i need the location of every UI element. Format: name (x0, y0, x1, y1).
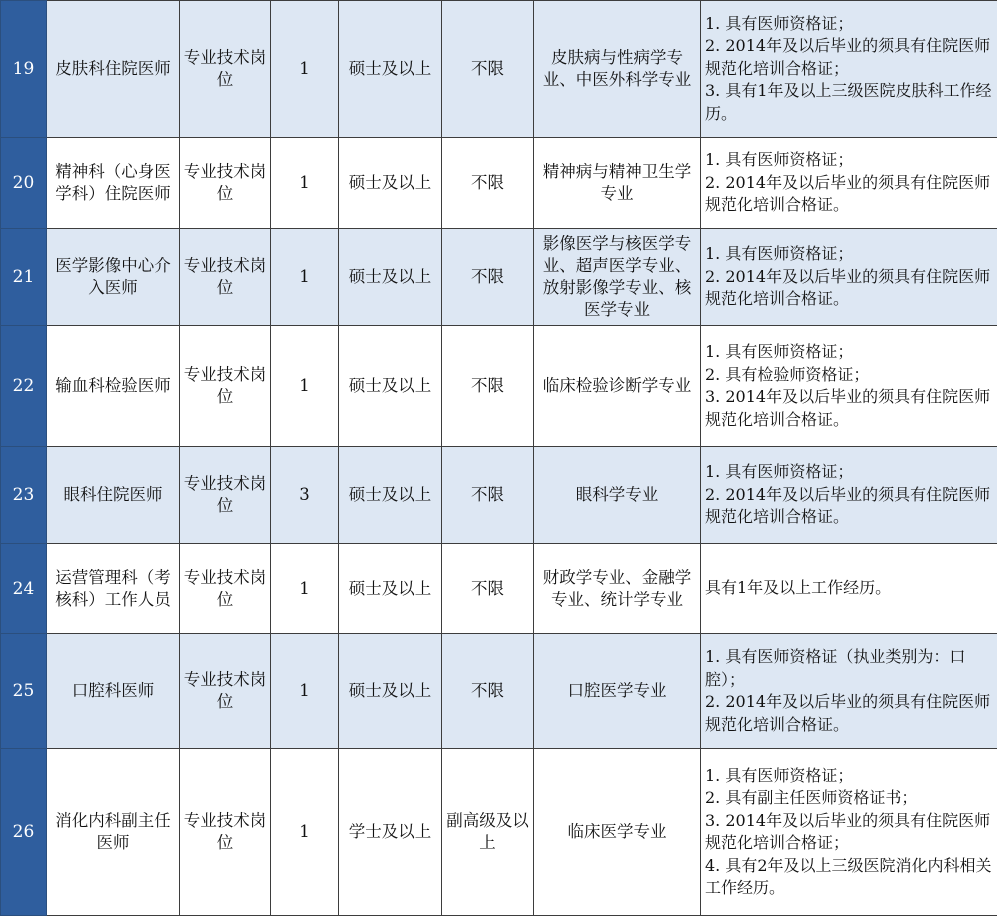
requirement-item: 1. 具有医师资格证； (705, 342, 854, 361)
position-name-cell: 输血科检验医师 (47, 326, 180, 447)
requirement-item: 1. 具有医师资格证； (705, 13, 854, 33)
position-name-cell: 眼科住院医师 (47, 447, 180, 544)
position-name-cell: 医学影像中心介入医师 (47, 229, 180, 326)
title-requirement-cell: 不限 (442, 229, 534, 326)
requirement-item: 2. 2014年及以后毕业的须具有住院医师规范化培训合格证。 (705, 266, 991, 309)
headcount-cell: 1 (271, 1, 339, 138)
table-row (1, 138, 997, 229)
title-requirement-cell: 不限 (442, 634, 534, 749)
requirements-cell (701, 326, 997, 447)
requirement-item: 2. 2014年及以后毕业的须具有住院医师规范化培训合格证。 (705, 172, 991, 215)
major-cell: 口腔医学专业 (534, 634, 701, 749)
requirements-cell (701, 544, 997, 634)
requirements-cell (701, 1, 997, 138)
position-name-cell: 皮肤科住院医师 (47, 1, 180, 138)
headcount-cell: 3 (271, 447, 339, 544)
major-cell: 财政学专业、金融学专业、统计学专业 (534, 544, 701, 634)
requirement-item: 2. 2014年及以后毕业的须具有住院医师规范化培训合格证。 (705, 692, 991, 734)
table-body (1, 1, 997, 916)
requirement-item: 1. 具有医师资格证； (705, 244, 854, 264)
position-type-cell: 专业技术岗位 (180, 634, 271, 749)
position-name-cell: 口腔科医师 (47, 634, 180, 749)
major-cell: 眼科学专业 (534, 447, 701, 544)
table-row (1, 447, 997, 544)
title-requirement-cell: 不限 (442, 1, 534, 138)
title-requirement-cell: 不限 (442, 447, 534, 544)
row-number: 25 (1, 634, 47, 749)
position-type-cell: 专业技术岗位 (180, 229, 271, 326)
title-requirement-cell: 副高级及以上 (442, 749, 534, 916)
row-number: 21 (1, 229, 47, 326)
position-name-cell: 精神科（心身医学科）住院医师 (47, 138, 180, 229)
requirements-cell (701, 229, 997, 326)
education-cell: 硕士及以上 (339, 544, 442, 634)
table-row (1, 326, 997, 447)
major-cell: 影像医学与核医学专业、超声医学专业、放射影像学专业、核医学专业 (534, 229, 701, 326)
education-cell: 硕士及以上 (339, 447, 442, 544)
headcount-cell: 1 (271, 634, 339, 749)
requirement-item: 2. 2014年及以后毕业的须具有住院医师规范化培训合格证； (705, 36, 991, 78)
position-name-cell: 消化内科副主任医师 (47, 749, 180, 916)
education-cell: 学士及以上 (339, 749, 442, 916)
title-requirement-cell: 不限 (442, 326, 534, 447)
headcount-cell: 1 (271, 326, 339, 447)
requirements-cell (701, 447, 997, 544)
requirement-item: 1. 具有医师资格证； (705, 462, 854, 482)
row-number: 20 (1, 138, 47, 229)
headcount-cell: 1 (271, 229, 339, 326)
table-row (1, 634, 997, 749)
major-cell: 临床检验诊断学专业 (534, 326, 701, 447)
major-cell: 临床医学专业 (534, 749, 701, 916)
education-cell: 硕士及以上 (339, 229, 442, 326)
table-row (1, 229, 997, 326)
table-row (1, 749, 997, 916)
row-number: 19 (1, 1, 47, 138)
row-number: 23 (1, 447, 47, 544)
position-type-cell: 专业技术岗位 (180, 326, 271, 447)
row-number: 26 (1, 749, 47, 916)
requirement-item: 具有1年及以上工作经历。 (705, 578, 892, 598)
table-row (1, 1, 997, 138)
position-type-cell: 专业技术岗位 (180, 447, 271, 544)
title-requirement-cell: 不限 (442, 138, 534, 229)
headcount-cell: 1 (271, 749, 339, 916)
headcount-cell: 1 (271, 544, 339, 634)
requirement-item: 2. 2014年及以后毕业的须具有住院医师规范化培训合格证。 (705, 484, 991, 527)
requirement-item: 4. 具有2年及以上三级医院消化内科相关工作经历。 (705, 855, 992, 897)
education-cell: 硕士及以上 (339, 1, 442, 138)
major-cell: 精神病与精神卫生学专业 (534, 138, 701, 229)
position-type-cell: 专业技术岗位 (180, 544, 271, 634)
requirement-item: 3. 具有1年及以上三级医院皮肤科工作经历。 (705, 81, 992, 123)
position-type-cell: 专业技术岗位 (180, 1, 271, 138)
major-cell: 皮肤病与性病学专业、中医外科学专业 (534, 1, 701, 138)
headcount-cell: 1 (271, 138, 339, 229)
requirement-item: 1. 具有医师资格证（执业类别为：口腔）； (705, 647, 966, 689)
education-cell: 硕士及以上 (339, 138, 442, 229)
table-row (1, 544, 997, 634)
row-number: 22 (1, 326, 47, 447)
requirement-item: 3. 2014年及以后毕业的须具有住院医师规范化培训合格证。 (705, 387, 991, 429)
requirement-item: 1. 具有医师资格证； (705, 765, 854, 785)
position-type-cell: 专业技术岗位 (180, 138, 271, 229)
requirements-cell (701, 138, 997, 229)
requirements-cell (701, 749, 997, 916)
requirement-item: 2. 具有副主任医师资格证书； (705, 788, 918, 807)
title-requirement-cell: 不限 (442, 544, 534, 634)
requirement-item: 2. 具有检验师资格证； (705, 364, 870, 384)
position-type-cell: 专业技术岗位 (180, 749, 271, 916)
row-number: 24 (1, 544, 47, 634)
requirement-item: 3. 2014年及以后毕业的须具有住院医师规范化培训合格证； (705, 810, 991, 852)
education-cell: 硕士及以上 (339, 634, 442, 749)
education-cell: 硕士及以上 (339, 326, 442, 447)
requirement-item: 1. 具有医师资格证； (705, 150, 854, 170)
requirements-cell (701, 634, 997, 749)
position-name-cell: 运营管理科（考核科）工作人员 (47, 544, 180, 634)
